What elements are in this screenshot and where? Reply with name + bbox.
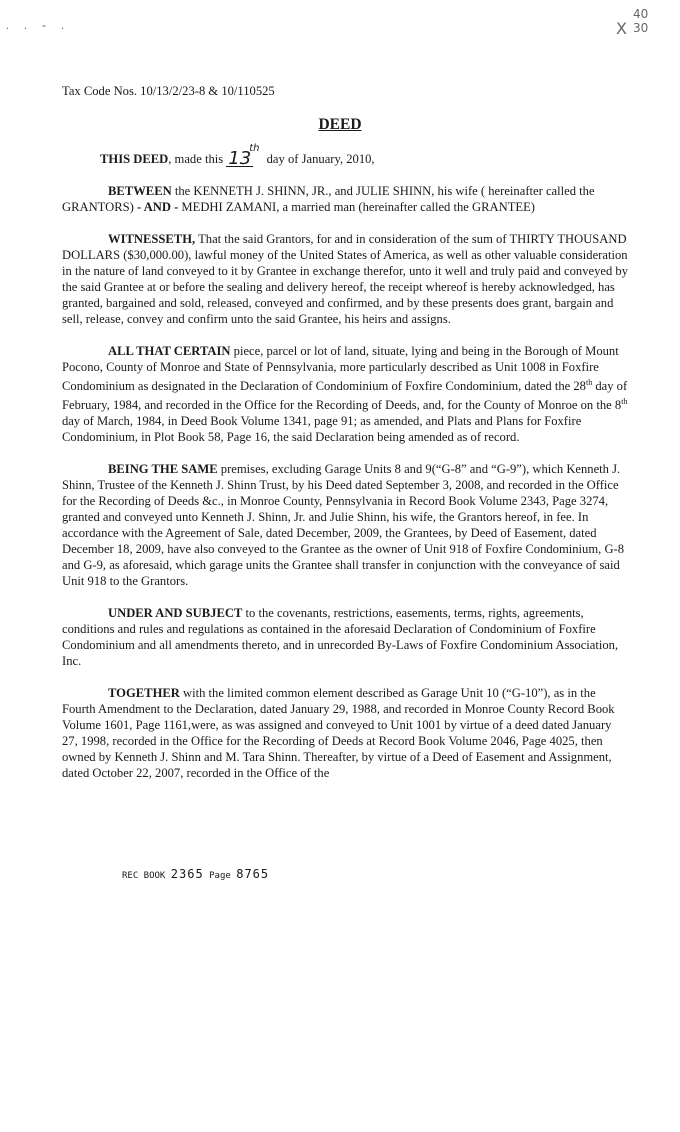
all-that-certain-text-2: day of February, 1984, and recorded in the Office for the Recording of Deeds, and, for the County of Monroe on the 8 [62,379,628,413]
intro-lead: THIS DEED [100,152,169,166]
witnesseth-lead: WITNESSETH, [108,232,196,246]
all-that-certain-sup-2: th [621,397,628,407]
between-text-2: MEDHI ZAMANI, a married man (hereinafter called the GRANTEE) [178,200,535,214]
being-the-same-text: premises, excluding Garage Units 8 and 9(“G-8” and “G-9”), which Kenneth J. Shinn, Trustee of the Kenneth J. Shinn Trust, by his Deed dated September 3, 2008, and recorded in the Office for the Recording of Deeds &c., in Monroe County, Pennsylvania in Record Book Volume 2343, Page 3274, granted and conveyed unto Kenneth J. Shinn, Jr. and Julie Shinn, his wife, the Grantors hereof, in fee. In accordance with the Agreement of Sale, dated December, 2009, the Grantees, by Deed of Easement, dated December 18, 2009, have also conveyed to the Grantee as the owner of Unit 918 of Foxfire Condominium, G-8 and G-9, as aforesaid, which garage units the Grantee shall transfer in conjunction with the conveyance of said Unit 918 to the Grantors. [62,462,625,589]
rec-book-label: REC BOOK [122,871,166,881]
under-and-subject-text: to the covenants, restrictions, easements, terms, rights, agreements, conditions and rules and regulations as contained in the aforesaid Declaration of Condominium of Foxfire Condominium and all amendments thereto, and in unrecorded By-Laws of Foxfire Condominium Association, Inc. [62,606,619,669]
together-lead: TOGETHER [108,686,180,701]
day-blank [226,148,253,169]
intro-paragraph [100,143,630,169]
corner-x-mark: X [616,19,627,38]
being-the-same-lead: BEING THE SAME [108,462,218,477]
all-that-certain-text-1: piece, parcel or lot of land, situate, lying and being in the Borough of Mount Pocono, County of Monroe and State of Pennsylvania, more particularly described as Unit 1008 in Foxfire Condominium as designated in the Declaration of Condominium of Foxfire Condominium, dated the 28 [62,344,619,394]
between-lead: BETWEEN [108,184,172,198]
intro-text-before: , made this [168,152,227,166]
all-that-certain-text-3: day of March, 1984, in Deed Book Volume 1341, page 91; as amended, and Plats and Plans for Foxfire Condominium, in Plot Book 58, Page 16, the said Declaration being amended as of record. [62,414,582,445]
intro-text-after: day of January, 2010, [263,152,375,166]
all-that-certain-paragraph [62,343,630,445]
rec-page-number: 8765 [236,867,270,881]
between-text-1: the KENNETH J. SHINN, JR., and JULIE SHINN, his wife ( hereinafter called the GRANTORS) [62,184,595,214]
between-and: - AND - [137,200,179,214]
under-and-subject-paragraph [62,605,630,669]
tax-code-line: Tax Code Nos. 10/13/2/23-8 & 10/110525 [62,84,275,98]
scan-marks: . . - . [6,18,70,32]
under-and-subject-lead: UNDER AND SUBJECT [108,606,243,621]
corner-number-2: 30 [633,21,649,35]
page-label: Page [209,871,231,881]
corner-number-1: 40 [633,7,649,21]
handwritten-day: 13 [228,148,252,169]
together-paragraph [62,685,630,781]
being-the-same-paragraph [62,461,630,589]
witnesseth-paragraph [62,231,630,327]
recording-stamp [122,867,269,881]
together-text: with the limited common element described as Garage Unit 10 (“G-10”), as in the Fourth Amendment to the Declaration, dated January 29, 1988, and recorded in Monroe County Record Book Volume 1601, Page 1161,were, as was assigned and conveyed to Unit 1001 by virtue of a deed dated January 27, 1998, recorded in the Office for the Recording of Deeds at Record Book Volume 2046, Page 4025, then owned by Kenneth J. Shinn and M. Tara Shinn. Thereafter, by virtue of a Deed of Easement and Assignment, dated October 22, 2007, recorded in the Office of the [62,686,615,781]
between-paragraph [62,183,630,215]
deed-body [62,143,630,797]
rec-book-number: 2365 [170,867,204,881]
document-title: DEED [318,116,362,133]
handwritten-day-suffix: th [249,143,260,154]
all-that-certain-lead: ALL THAT CERTAIN [108,344,231,358]
all-that-certain-sup-1: th [585,378,593,387]
witnesseth-text: That the said Grantors, for and in consideration of the sum of THIRTY THOUSAND DOLLARS ($30,000.00), lawful money of the United States of America, as well as other valuable consideration in the nature of land conveyed to it by Grantee in exchange therefor, unto it well and truly paid and conveyed by the said Grantee at or before the sealing and delivery hereof, the receipt whereof is hereby acknowledged, has granted, bargained and sold, released, conveyed and confirmed, and by these presents does grant, bargain and sell, release, convey and confirm unto the said Grantee, his heirs and assigns. [62,232,629,326]
